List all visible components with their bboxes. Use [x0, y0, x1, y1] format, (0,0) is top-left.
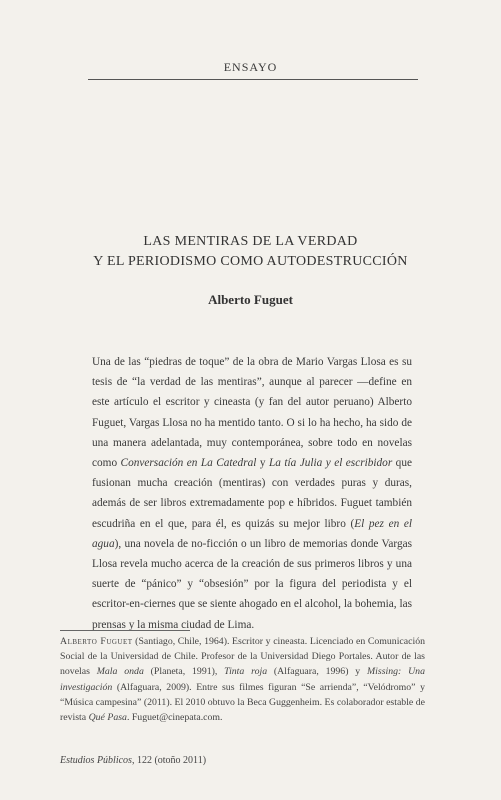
footnote-text-5: . Fuguet@cinepata.com. — [126, 712, 223, 724]
header-rule — [88, 79, 418, 80]
book-title-tia-julia: La tía Julia y el escribidor — [268, 457, 393, 470]
page-footer — [60, 755, 360, 766]
article-author: Alberto Fuguet — [208, 292, 293, 307]
abstract-text-1: Una de las “piedras de toque” de la obra de Mario Vargas Llosa es su tesis de “la verdad de las mentiras”, aunque al parecer —define en este artículo el escritor y cineasta (y fan del autor peruano) Alberto Fuguet, Vargas Llosa no ha mentido tanto. O si lo ha hecho, ha sido de una manera adelantada, muy contemporánea, sobre todo en novelas como — [92, 356, 412, 470]
title-line-1: LAS MENTIRAS DE LA VERDAD — [143, 234, 358, 249]
footnote-book-2: Tinta roja — [224, 666, 268, 678]
footnote-text-3: (Alfaguara, 1996) y — [267, 666, 367, 678]
footnote-book-3: Missing: Una investigación — [60, 666, 425, 693]
book-title-conversacion: Conversación en La Catedral — [120, 457, 257, 470]
abstract-paragraph — [92, 352, 412, 635]
footer-issue: , 122 (otoño 2011) — [131, 755, 207, 766]
book-title-pez-en-el-agua: El pez en el agua — [92, 517, 413, 550]
footnote-book-1: Mala onda — [96, 666, 144, 678]
footnote-magazine: Qué Pasa — [88, 712, 127, 724]
footnote-author: Alberto Fuguet — [60, 636, 133, 647]
abstract-text-2: y — [256, 457, 269, 470]
footnote-text-2: (Planeta, 1991), — [143, 666, 225, 678]
title-line-2: Y EL PERIODISMO COMO AUTODESTRUCCIÓN — [93, 254, 408, 269]
abstract-text — [92, 352, 412, 635]
footer-journal: Estudios Públicos — [60, 755, 132, 766]
abstract-text-4: ), una novela de no-ficción o un libro de memorias donde Vargas Llosa revela mucho acerca de la creación de sus primeros libros y una suerte de “pánico” y “obsesión” por la figura del periodista y el escritor-en-ciernes que se siente ahogado en el alcohol, la bohemia, las prensas y la misma ciudad de Lima. — [92, 537, 412, 631]
article-title — [60, 232, 441, 272]
abstract-text-3: que fusionan mucha creación (mentiras) con verdades puras y duras, además de ser libros extremadamente pop e híbridos. Fuguet también escudriña en el que, para él, es quizás su mejor libro ( — [92, 457, 412, 530]
footnote-text-4: (Alfaguara, 2009). Entre sus filmes figuran “Se arrienda”, “Velódromo” y “Música campesina” (2011). El 2010 obtuvo la Beca Guggenheim. Es colaborador estable de revista — [60, 681, 425, 724]
section-label: ENSAYO — [223, 60, 278, 74]
footnote-rule — [60, 630, 190, 631]
footnote-text-1: (Santiago, Chile, 1964). Escritor y cineasta. Licenciado en Comunicación Social de la Universidad de Chile. Profesor de la Universidad Diego Portales. Autor de las novelas — [60, 636, 425, 678]
author-footnote — [60, 634, 425, 725]
